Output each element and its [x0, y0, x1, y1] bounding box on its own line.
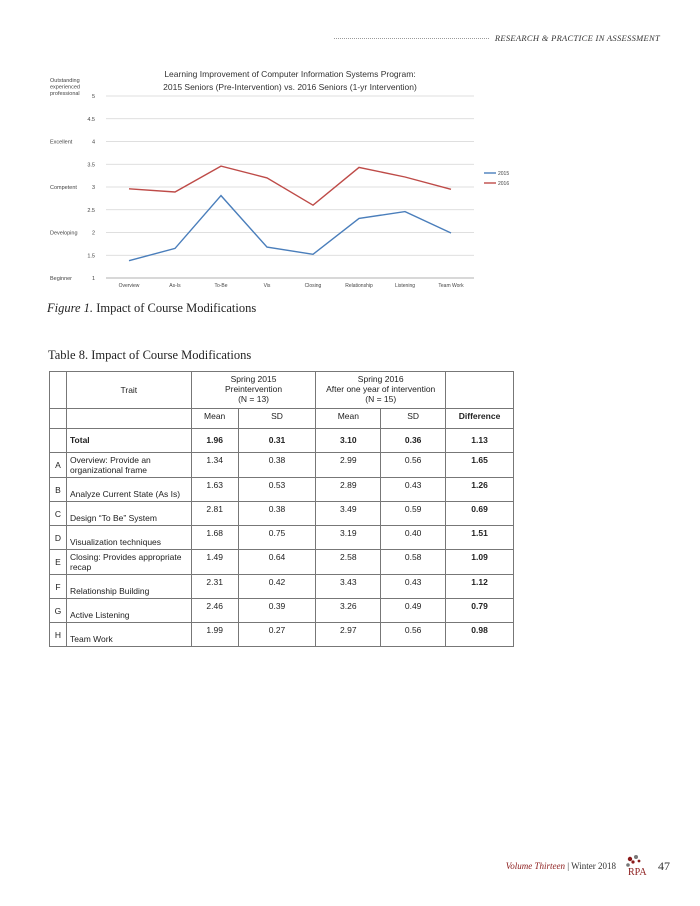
figure-caption-text: Impact of Course Modifications [96, 301, 257, 315]
row-letter: B [50, 478, 67, 502]
y-tick-label: 1 [91, 276, 95, 282]
header-2016-line-2: After one year of intervention [326, 384, 436, 394]
chart-level-labels [50, 78, 80, 282]
y-tick-label: 4.5 [87, 116, 95, 123]
chart-y-tick-labels [87, 94, 95, 282]
row-trait: Analyze Current State (As Is) [66, 478, 191, 502]
rpa-logo-icon [624, 854, 650, 878]
level-label: professional [50, 91, 80, 97]
chart-series-lines [129, 166, 451, 261]
row-sd-2015: 0.38 [238, 502, 316, 526]
subheader-blank-letter [50, 409, 67, 429]
row-trait: Relationship Building [66, 575, 191, 599]
header-2016-line-1: Spring 2016 [357, 374, 404, 384]
row-difference: 1.26 [446, 478, 514, 502]
row-sd-2016: 0.56 [381, 453, 446, 478]
x-tick-label: Team Work [438, 283, 464, 289]
row-trait: Closing: Provides appropriate recap [66, 550, 191, 575]
row-letter: G [50, 599, 67, 623]
row-sd-2015: 0.42 [238, 575, 316, 599]
footer-issue [506, 861, 616, 871]
header-letter-cell [50, 372, 67, 409]
level-label: Beginner [50, 276, 73, 282]
y-tick-label: 5 [91, 94, 95, 100]
row-mean-2015: 1.68 [191, 526, 238, 550]
line-chart [40, 62, 510, 294]
level-label: Excellent [50, 139, 73, 146]
row-difference: 1.09 [446, 550, 514, 575]
table-row [50, 599, 514, 623]
x-tick-label: As-Is [169, 283, 181, 289]
row-sd-2016: 0.56 [381, 623, 446, 647]
row-sd-2015: 0.38 [238, 453, 316, 478]
row-letter: A [50, 453, 67, 478]
total-mean-2015: 1.96 [191, 429, 238, 453]
row-letter: H [50, 623, 67, 647]
row-sd-2016: 0.43 [381, 575, 446, 599]
table-row [50, 478, 514, 502]
running-head [334, 33, 660, 43]
footer-volume: Volume Thirteen [505, 861, 565, 871]
row-difference: 0.79 [446, 599, 514, 623]
table-row-total [50, 429, 514, 453]
table-row [50, 502, 514, 526]
row-sd-2015: 0.27 [238, 623, 316, 647]
total-label: Total [66, 429, 191, 453]
header-blank-difference [446, 372, 514, 409]
row-trait: Design “To Be” System [66, 502, 191, 526]
chart-legend [484, 171, 509, 187]
row-letter: C [50, 502, 67, 526]
x-tick-label: Closing [304, 283, 322, 289]
row-mean-2015: 2.46 [191, 599, 238, 623]
row-sd-2016: 0.49 [381, 599, 446, 623]
row-sd-2016: 0.59 [381, 502, 446, 526]
row-mean-2016: 3.19 [316, 526, 381, 550]
row-difference: 1.51 [446, 526, 514, 550]
total-letter-cell [50, 429, 67, 453]
footer-separator: | [567, 861, 570, 871]
total-difference: 1.13 [446, 429, 514, 453]
subheader-sd-2015: SD [238, 409, 316, 429]
y-tick-label: 4 [91, 139, 95, 146]
chart-subtitle: 2015 Seniors (Pre-Intervention) vs. 2016 Seniors (1-yr Intervention) [163, 82, 417, 92]
table-row [50, 453, 514, 478]
row-difference: 1.12 [446, 575, 514, 599]
level-label: Developing [50, 230, 78, 237]
table-subheader-row [50, 409, 514, 429]
row-sd-2015: 0.64 [238, 550, 316, 575]
header-spring-2016 [316, 372, 446, 409]
row-mean-2016: 2.89 [316, 478, 381, 502]
figure-caption-label: Figure 1. [47, 301, 94, 315]
row-sd-2015: 0.53 [238, 478, 316, 502]
subheader-difference: Difference [446, 409, 514, 429]
page-number: 47 [658, 858, 670, 873]
level-label: experienced [50, 84, 80, 91]
row-sd-2016: 0.58 [381, 550, 446, 575]
series-line-2015 [129, 196, 451, 261]
footer-season: Winter 2018 [571, 861, 616, 871]
row-mean-2016: 3.49 [316, 502, 381, 526]
table-title: Table 8. Impact of Course Modifications [48, 348, 252, 362]
table-header-row [50, 372, 514, 409]
x-tick-label: To-Be [214, 283, 228, 289]
page-footer [506, 854, 670, 878]
row-difference: 1.65 [446, 453, 514, 478]
subheader-mean-2015: Mean [191, 409, 238, 429]
row-sd-2016: 0.40 [381, 526, 446, 550]
y-tick-label: 3.5 [87, 162, 95, 169]
header-trait: Trait [66, 372, 191, 409]
running-head-title: RESEARCH & PRACTICE IN ASSESSMENT [494, 33, 660, 43]
row-trait: Visualization techniques [66, 526, 191, 550]
header-2015-line-3: (N = 13) [238, 394, 270, 404]
chart-title: Learning Improvement of Computer Information Systems Program: [164, 69, 416, 79]
row-sd-2015: 0.75 [238, 526, 316, 550]
row-mean-2015: 1.99 [191, 623, 238, 647]
row-difference: 0.69 [446, 502, 514, 526]
header-2015-line-2: Preintervention [224, 384, 283, 394]
table-row [50, 550, 514, 575]
row-letter: E [50, 550, 67, 575]
table-row [50, 575, 514, 599]
row-trait: Active Listening [66, 599, 191, 623]
row-mean-2016: 3.26 [316, 599, 381, 623]
subheader-sd-2016: SD [381, 409, 446, 429]
row-sd-2016: 0.43 [381, 478, 446, 502]
y-tick-label: 3 [91, 185, 95, 191]
subheader-blank-trait [66, 409, 191, 429]
y-tick-label: 2 [91, 230, 95, 237]
header-spring-2015 [191, 372, 316, 409]
header-2016-line-3: (N = 15) [365, 394, 397, 404]
total-sd-2016: 0.36 [381, 429, 446, 453]
x-tick-label: Listening [394, 283, 416, 289]
header-2015-line-1: Spring 2015 [230, 374, 277, 384]
row-letter: F [50, 575, 67, 599]
row-trait: Team Work [66, 623, 191, 647]
table-row [50, 526, 514, 550]
total-mean-2016: 3.10 [316, 429, 381, 453]
row-mean-2016: 2.99 [316, 453, 381, 478]
row-letter: D [50, 526, 67, 550]
series-line-2016 [129, 166, 451, 205]
legend-label: 2016 [498, 181, 510, 187]
x-tick-label: Overview [118, 283, 140, 289]
row-mean-2016: 2.58 [316, 550, 381, 575]
subheader-mean-2016: Mean [316, 409, 381, 429]
row-difference: 0.98 [446, 623, 514, 647]
total-sd-2015: 0.31 [238, 429, 316, 453]
figure-caption [47, 301, 256, 316]
level-label: Competent [50, 185, 77, 191]
row-mean-2016: 2.97 [316, 623, 381, 647]
row-mean-2015: 2.81 [191, 502, 238, 526]
table-row [50, 623, 514, 647]
level-label: Outstanding [50, 78, 80, 84]
y-tick-label: 2.5 [87, 207, 95, 214]
y-tick-label: 1.5 [87, 253, 95, 260]
rpa-logo-text: RPA [628, 867, 647, 878]
row-mean-2015: 1.34 [191, 453, 238, 478]
row-sd-2015: 0.39 [238, 599, 316, 623]
legend-label: 2015 [498, 171, 510, 177]
x-tick-label: Relationship [345, 283, 373, 289]
row-trait: Overview: Provide an organizational frame [66, 453, 191, 478]
row-mean-2015: 2.31 [191, 575, 238, 599]
chart-x-tick-labels [119, 283, 465, 289]
row-mean-2016: 3.43 [316, 575, 381, 599]
row-mean-2015: 1.63 [191, 478, 238, 502]
course-modifications-table [49, 371, 514, 647]
row-mean-2015: 1.49 [191, 550, 238, 575]
x-tick-label: Vis [263, 283, 271, 289]
running-head-rule [334, 38, 489, 39]
